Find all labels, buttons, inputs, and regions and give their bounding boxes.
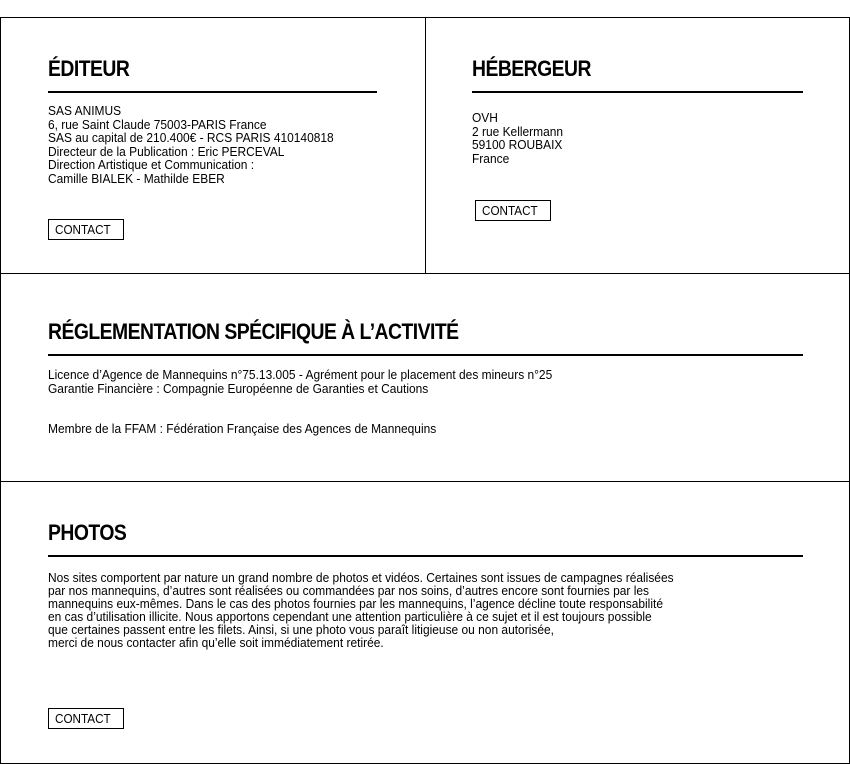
hebergeur-address xyxy=(472,111,571,165)
photos-line: en cas d’utilisation illicite. Nous apportons cependant une attention particulière à ce sujet et il est toujours possible xyxy=(48,609,652,624)
hebergeur-section xyxy=(426,18,849,273)
hebergeur-title: HÉBERGEUR xyxy=(472,56,591,81)
photos-line: merci de nous contacter afin qu’elle soit immédiatement retirée. xyxy=(48,635,384,650)
photos-contact-button[interactable] xyxy=(48,708,124,729)
photos-line: par nos mannequins, d’autres sont réalisées ou commandées par nos soins, d’autres encore sont fournies par les xyxy=(48,583,650,598)
reglementation-text xyxy=(48,368,596,395)
editeur-divider xyxy=(48,91,377,93)
hebergeur-line: 59100 ROUBAIX xyxy=(472,137,563,152)
photos-divider xyxy=(48,555,803,557)
editeur-address xyxy=(48,104,359,185)
hebergeur-line: 2 rue Kellermann xyxy=(472,123,564,139)
hebergeur-line: OVH xyxy=(472,110,498,125)
editeur-line: SAS au capital de 210.400€ - RCS PARIS 410140818 xyxy=(48,130,334,145)
editeur-contact-button[interactable] xyxy=(48,219,124,240)
hebergeur-contact-button[interactable] xyxy=(475,200,551,221)
editeur-line: 6, rue Saint Claude 75003-PARIS France xyxy=(48,116,267,132)
reglementation-line: Garantie Financière : Compagnie Européenne de Garanties et Cautions xyxy=(48,380,429,396)
reglementation-line: Licence d’Agence de Mannequins n°75.13.005 - Agrément pour le placement des mineurs n°25 xyxy=(48,367,553,382)
photos-line: mannequins eux-mêmes. Dans le cas des photos fournies par les mannequins, l’agence décline toute responsabilité xyxy=(48,596,663,611)
hebergeur-contact-label: CONTACT xyxy=(482,203,538,218)
editeur-line: SAS ANIMUS xyxy=(48,103,122,118)
photos-section xyxy=(1,482,849,763)
legal-page-frame xyxy=(0,17,850,764)
photos-line: que certaines passent entre les filets. Ainsi, si une photo vous paraît litigieuse ou non autorisée, xyxy=(48,622,554,637)
photos-line: Nos sites comportent par nature un grand nombre de photos et vidéos. Certaines sont issues de campagnes réalisées xyxy=(48,570,674,585)
editeur-line: Direction Artistique et Communication : xyxy=(48,157,255,172)
hebergeur-line: France xyxy=(472,150,510,166)
reglementation-section xyxy=(1,274,849,482)
hebergeur-divider xyxy=(472,91,803,93)
membre-ffam: Membre de la FFAM : Fédération Française des Agences de Mannequins xyxy=(48,421,437,436)
reglementation-divider xyxy=(48,354,803,356)
photos-contact-label: CONTACT xyxy=(55,711,111,726)
editeur-contact-label: CONTACT xyxy=(55,222,111,237)
photos-paragraph xyxy=(48,571,850,649)
editeur-line: Directeur de la Publication : Eric PERCEVAL xyxy=(48,143,285,159)
top-row xyxy=(1,18,849,274)
editeur-line: Camille BIALEK - Mathilde EBER xyxy=(48,170,225,186)
editeur-section xyxy=(1,18,426,273)
editeur-title: ÉDITEUR xyxy=(48,56,130,81)
photos-title: PHOTOS xyxy=(48,520,127,545)
reglementation-title: RÉGLEMENTATION SPÉCIFIQUE À L’ACTIVITÉ xyxy=(48,319,459,344)
